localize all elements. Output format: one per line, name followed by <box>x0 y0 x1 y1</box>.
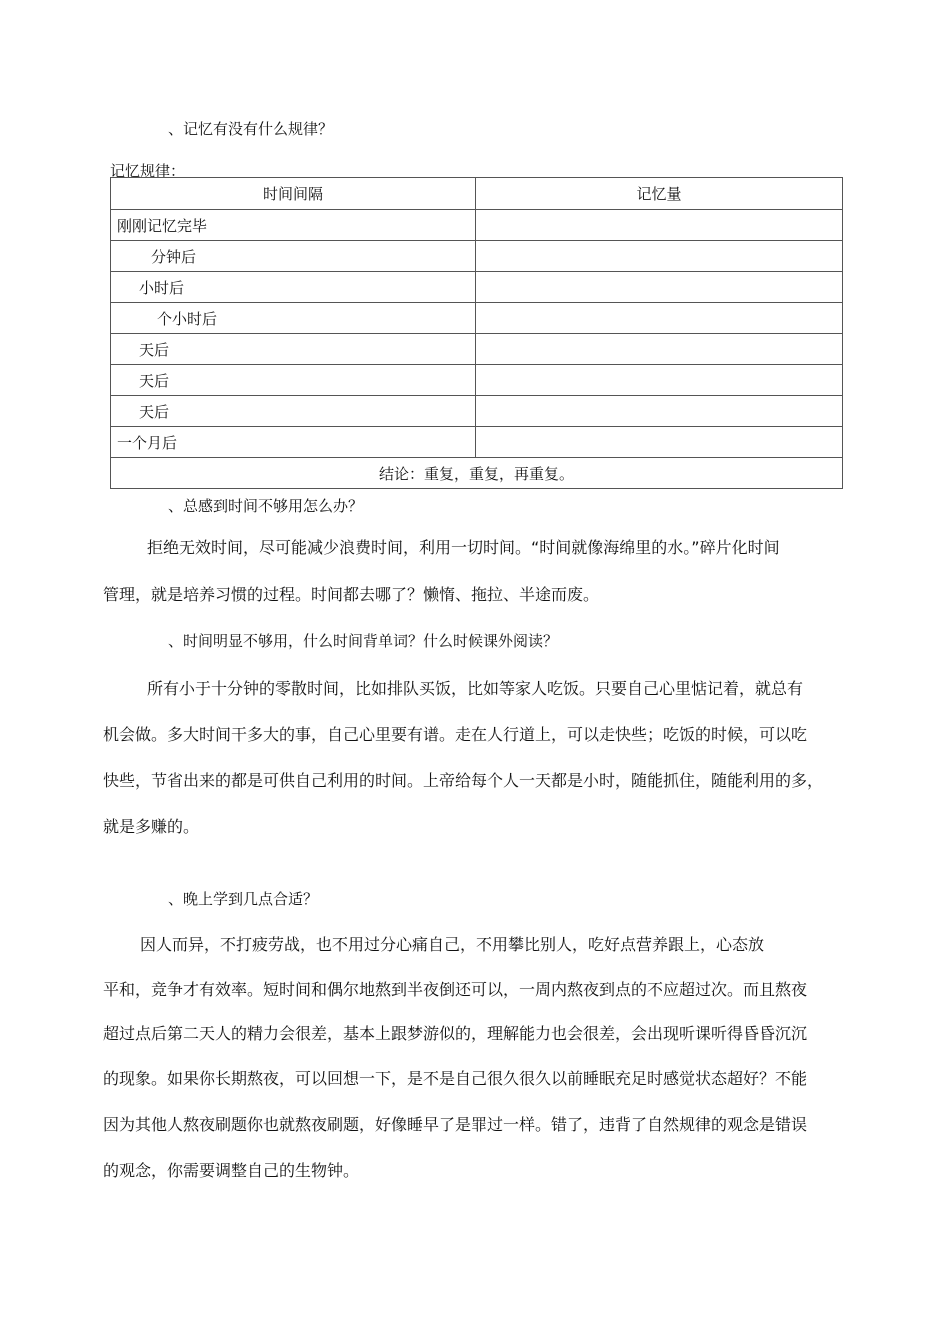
interval-cell: 一个月后 <box>111 427 476 458</box>
question-1: 、记忆有没有什么规律？ <box>168 120 334 138</box>
answer-4-line: 的观念，你需要调整自己的生物钟。 <box>103 1161 360 1180</box>
conclusion-row <box>111 458 843 489</box>
amount-cell <box>476 427 843 458</box>
table-row <box>111 272 843 303</box>
interval-cell: 小时后 <box>111 272 476 303</box>
question-2: 、总感到时间不够用怎么办？ <box>168 497 364 515</box>
table-row <box>111 210 843 241</box>
answer-3-line: 就是多赚的。 <box>103 817 200 836</box>
table-row <box>111 427 843 458</box>
amount-cell <box>476 210 843 241</box>
answer-4-line: 超过点后第二天人的精力会很差，基本上跟梦游似的，理解能力也会很差，会出现听课听得昏昏沉沉 <box>103 1024 808 1043</box>
conclusion-cell: 结论：重复，重复，再重复。 <box>111 458 843 489</box>
answer-2-line: 管理，就是培养习惯的过程。时间都去哪了？懒惰、拖拉、半途而废。 <box>103 585 600 604</box>
table-row <box>111 303 843 334</box>
amount-cell <box>476 303 843 334</box>
amount-cell <box>476 334 843 365</box>
answer-3-line: 机会做。多大时间干多大的事，自己心里要有谱。走在人行道上，可以走快些；吃饭的时候，可以吃 <box>103 725 808 744</box>
memory-table <box>110 177 843 489</box>
amount-cell <box>476 241 843 272</box>
table-row <box>111 334 843 365</box>
answer-4-line: 的现象。如果你长期熬夜，可以回想一下，是不是自己很久很久以前睡眠充足时感觉状态超好？不能 <box>103 1069 808 1088</box>
question-4: 、晚上学到几点合适？ <box>168 890 319 908</box>
answer-4-line: 因为其他人熬夜刷题你也就熬夜刷题，好像睡早了是罪过一样。错了，违背了自然规律的观念是错误 <box>103 1115 808 1134</box>
table-row <box>111 241 843 272</box>
interval-cell: 分钟后 <box>111 241 476 272</box>
header-amount: 记忆量 <box>476 178 843 210</box>
question-3: 、时间明显不够用，什么时间背单词？什么时候课外阅读？ <box>168 632 559 650</box>
table-header-row <box>111 178 843 210</box>
answer-4-line: 平和，竞争才有效率。短时间和偶尔地熬到半夜倒还可以，一周内熬夜到点的不应超过次。而且熬夜 <box>103 980 808 999</box>
table-row <box>111 396 843 427</box>
answer-4-line: 因人而异，不打疲劳战，也不用过分心痛自己，不用攀比别人，吃好点营养跟上，心态放 <box>140 935 765 954</box>
amount-cell <box>476 272 843 303</box>
amount-cell <box>476 365 843 396</box>
table-row <box>111 365 843 396</box>
interval-cell: 刚刚记忆完毕 <box>111 210 476 241</box>
answer-3-line: 快些，节省出来的都是可供自己利用的时间。上帝给每个人一天都是小时，随能抓住，随能利用的多， <box>103 771 824 790</box>
answer-2-line: 拒绝无效时间，尽可能减少浪费时间，利用一切时间。“时间就像海绵里的水。”碎片化时间 <box>147 538 780 557</box>
answer-3-line: 所有小于十分钟的零散时间，比如排队买饭，比如等家人吃饭。只要自己心里惦记着，就总有 <box>147 679 804 698</box>
interval-cell: 天后 <box>111 334 476 365</box>
header-interval: 时间间隔 <box>111 178 476 210</box>
interval-cell: 天后 <box>111 365 476 396</box>
table-caption: 记忆规律： <box>110 162 186 180</box>
amount-cell <box>476 396 843 427</box>
interval-cell: 个小时后 <box>111 303 476 334</box>
interval-cell: 天后 <box>111 396 476 427</box>
